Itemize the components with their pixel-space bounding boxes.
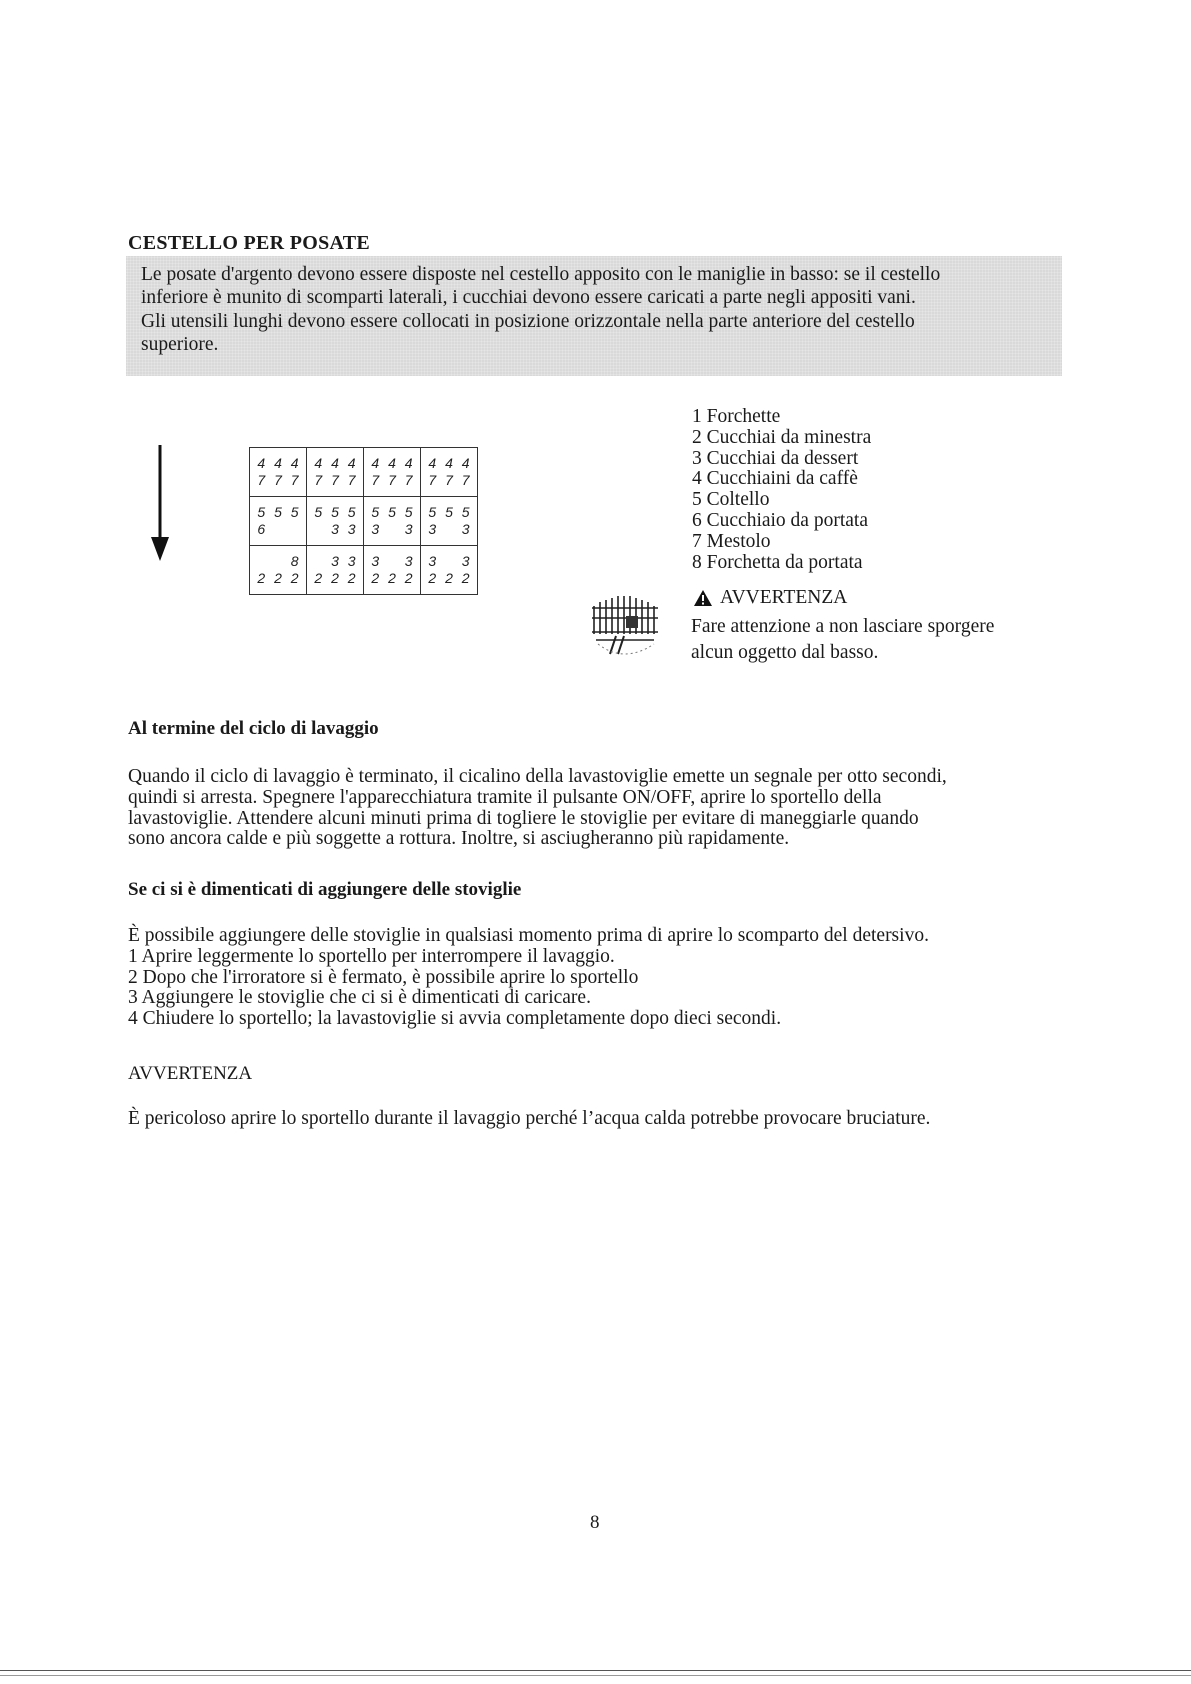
- cutlery-number: 7: [371, 472, 380, 488]
- cutlery-basket-grid: [249, 447, 478, 595]
- cutlery-number: 2: [274, 570, 282, 586]
- cutlery-number: 8: [290, 553, 299, 569]
- grid-row: [250, 448, 478, 497]
- cutlery-number: 2: [314, 570, 323, 586]
- grid-cell-top-row: [253, 455, 303, 472]
- intro-line: Gli utensili lunghi devono essere collocati in posizione orizzontale nella parte anteriore del cestello: [141, 310, 915, 332]
- grid-cell-bottom-row: [367, 570, 417, 587]
- cutlery-number: 4: [445, 455, 453, 471]
- grid-cell-bottom-row: [424, 472, 474, 489]
- intro-line: superiore.: [141, 333, 219, 355]
- paragraph-line: 2 Dopo che l'irroratore si è fermato, è possibile aprire lo sportello: [128, 966, 639, 988]
- cutlery-number: 4: [428, 455, 437, 471]
- grid-cell-top-row: [253, 553, 303, 570]
- cutlery-number: 5: [314, 504, 323, 520]
- cutlery-number: 7: [445, 472, 453, 488]
- grid-cell-top-row: [310, 553, 360, 570]
- cutlery-number: 4: [371, 455, 380, 471]
- cutlery-number: 5: [404, 504, 413, 520]
- legend-item: 5 Coltello: [692, 489, 770, 511]
- grid-cell: [364, 448, 421, 497]
- cutlery-number: 3: [404, 521, 413, 537]
- cutlery-number: [289, 521, 301, 538]
- paragraph-line: 3 Aggiungere le stoviglie che ci si è dimenticati di caricare.: [128, 987, 591, 1009]
- cutlery-number: [272, 553, 284, 570]
- cutlery-number: 4: [290, 455, 299, 471]
- cutlery-number: [312, 553, 324, 570]
- cutlery-number: 4: [404, 455, 413, 471]
- page-number: 8: [590, 1512, 600, 1533]
- cutlery-number: 5: [388, 504, 396, 520]
- cutlery-number: 3: [331, 521, 339, 537]
- cutlery-number: 3: [331, 553, 339, 569]
- grid-cell-top-row: [367, 504, 417, 521]
- warning-text: [691, 614, 994, 666]
- legend-item: 4 Cucchiaini da caffè: [692, 468, 858, 490]
- legend-item: 6 Cucchiaio da portata: [692, 509, 868, 531]
- cutlery-number: 4: [331, 455, 339, 471]
- cutlery-number: 7: [388, 472, 396, 488]
- cutlery-number: 7: [428, 472, 437, 488]
- grid-cell: [250, 497, 307, 546]
- cutlery-number: [386, 553, 398, 570]
- cutlery-number: 3: [428, 521, 437, 537]
- cutlery-number: 2: [290, 570, 299, 586]
- cutlery-number: 2: [428, 570, 437, 586]
- cutlery-number: 5: [331, 504, 339, 520]
- cutlery-number: 5: [461, 504, 470, 520]
- grid-cell-bottom-row: [424, 521, 474, 538]
- intro-line: Le posate d'argento devono essere disposte nel cestello apposito con le maniglie in basso: se il cestello: [141, 264, 941, 285]
- warning-line: alcun oggetto dal basso.: [691, 642, 879, 663]
- warning-title: AVVERTENZA: [720, 587, 848, 608]
- forgot-dishes-heading: Se ci si è dimenticati di aggiungere delle stoviglie: [128, 879, 522, 900]
- cutlery-number: 4: [274, 455, 282, 471]
- cutlery-number: 2: [347, 570, 356, 586]
- cutlery-number: 7: [274, 472, 282, 488]
- grid-cell-bottom-row: [253, 521, 303, 538]
- cutlery-number: [443, 521, 455, 538]
- grid-cell-bottom-row: [367, 472, 417, 489]
- cutlery-basket-icon: [588, 588, 663, 663]
- grid-cell-bottom-row: [253, 472, 303, 489]
- grid-cell-top-row: [367, 553, 417, 570]
- cutlery-number: 2: [331, 570, 339, 586]
- cutlery-number: 7: [461, 472, 470, 488]
- cutlery-number: 5: [371, 504, 380, 520]
- cutlery-number: 2: [257, 570, 266, 586]
- grid-cell: [250, 448, 307, 497]
- warning-header: [694, 587, 847, 609]
- cutlery-number: [443, 553, 455, 570]
- grid-cell-top-row: [367, 455, 417, 472]
- footer-rule: [0, 1675, 1191, 1676]
- legend-item: 7 Mestolo: [692, 530, 771, 552]
- cutlery-number: 3: [461, 521, 470, 537]
- footer-rule: [0, 1670, 1191, 1671]
- cutlery-number: 2: [404, 570, 413, 586]
- intro-text: [141, 263, 1059, 356]
- grid-cell: [250, 546, 307, 595]
- grid-cell-bottom-row: [367, 521, 417, 538]
- warning-line: Fare attenzione a non lasciare sporgere: [691, 616, 995, 637]
- grid-cell-top-row: [310, 455, 360, 472]
- final-warning-heading: AVVERTENZA: [128, 1063, 253, 1084]
- cutlery-number: 4: [314, 455, 323, 471]
- cutlery-number: 2: [461, 570, 470, 586]
- cutlery-number: [312, 521, 324, 538]
- section-title: CESTELLO PER POSATE: [128, 232, 371, 254]
- cutlery-number: 2: [445, 570, 453, 586]
- paragraph-line: 4 Chiudere lo sportello; la lavastoviglie si avvia completamente dopo dieci secondi.: [128, 1008, 782, 1030]
- cutlery-number: [255, 553, 267, 570]
- cutlery-number: 2: [371, 570, 380, 586]
- cutlery-number: 5: [290, 504, 299, 520]
- grid-cell: [307, 497, 364, 546]
- grid-cell-bottom-row: [310, 472, 360, 489]
- grid-row: [250, 497, 478, 546]
- grid-cell-top-row: [253, 504, 303, 521]
- grid-cell: [364, 546, 421, 595]
- intro-line: inferiore è munito di scomparti laterali, i cucchiai devono essere caricati a parte negli appositi vani.: [141, 287, 916, 309]
- end-cycle-paragraph: [128, 767, 1088, 850]
- cutlery-number: 6: [257, 521, 266, 537]
- cutlery-number: 3: [428, 553, 437, 569]
- grid-cell: [307, 546, 364, 595]
- cutlery-number: 5: [257, 504, 266, 520]
- cutlery-number: 7: [404, 472, 413, 488]
- arrow-down-icon: [150, 445, 170, 561]
- cutlery-number: 5: [347, 504, 356, 520]
- cutlery-number: 4: [461, 455, 470, 471]
- cutlery-number: 3: [404, 553, 413, 569]
- paragraph-line: Quando il ciclo di lavaggio è terminato, il cicalino della lavastoviglie emette un segnale per otto secondi,: [128, 766, 947, 787]
- cutlery-number: [386, 521, 398, 538]
- warning-triangle-icon: [694, 590, 712, 606]
- cutlery-number: 7: [290, 472, 299, 488]
- legend-item: 8 Forchetta da portata: [692, 551, 863, 573]
- grid-cell: [421, 497, 478, 546]
- legend-item: 1 Forchette: [692, 406, 781, 427]
- forgot-dishes-paragraph: [128, 926, 1088, 1030]
- grid-cell-top-row: [424, 455, 474, 472]
- paragraph-line: sono ancora calde e più soggette a rottura. Inoltre, si asciugheranno più rapidamente.: [128, 828, 790, 850]
- cutlery-number: 4: [388, 455, 396, 471]
- grid-cell-bottom-row: [310, 521, 360, 538]
- grid-row: [250, 546, 478, 595]
- cutlery-number: 2: [388, 570, 396, 586]
- grid-cell-top-row: [310, 504, 360, 521]
- grid-cell-top-row: [424, 553, 474, 570]
- paragraph-line: quindi si arresta. Spegnere l'apparecchiatura tramite il pulsante ON/OFF, aprire lo sportello della: [128, 786, 882, 808]
- grid-cell-top-row: [424, 504, 474, 521]
- end-cycle-heading: Al termine del ciclo di lavaggio: [128, 718, 379, 739]
- grid-cell: [421, 546, 478, 595]
- cutlery-legend: [692, 407, 871, 573]
- cutlery-number: 5: [428, 504, 437, 520]
- grid-cell: [364, 497, 421, 546]
- cutlery-number: 3: [347, 553, 356, 569]
- paragraph-line: lavastoviglie. Attendere alcuni minuti prima di togliere le stoviglie per evitare di maneggiarle quando: [128, 807, 919, 829]
- grid-cell-bottom-row: [253, 570, 303, 587]
- cutlery-number: 3: [461, 553, 470, 569]
- grid-cell: [421, 448, 478, 497]
- grid-cell-bottom-row: [310, 570, 360, 587]
- cutlery-number: 7: [331, 472, 339, 488]
- cutlery-number: 7: [257, 472, 266, 488]
- legend-item: 2 Cucchiai da minestra: [692, 426, 872, 448]
- cutlery-number: 3: [347, 521, 356, 537]
- cutlery-number: 3: [371, 553, 380, 569]
- paragraph-line: È possibile aggiungere delle stoviglie in qualsiasi momento prima di aprire lo scomparto del detersivo.: [128, 925, 929, 946]
- grid-cell-bottom-row: [424, 570, 474, 587]
- final-warning-text: È pericoloso aprire lo sportello durante il lavaggio perché l’acqua calda potrebbe provocare bruciature.: [128, 1108, 931, 1129]
- paragraph-line: 1 Aprire leggermente lo sportello per interrompere il lavaggio.: [128, 945, 615, 967]
- cutlery-number: 7: [347, 472, 356, 488]
- cutlery-number: 4: [257, 455, 266, 471]
- cutlery-number: 3: [371, 521, 380, 537]
- cutlery-number: 4: [347, 455, 356, 471]
- cutlery-number: 7: [314, 472, 323, 488]
- cutlery-number: 5: [445, 504, 453, 520]
- grid-cell: [307, 448, 364, 497]
- cutlery-number: [272, 521, 284, 538]
- legend-item: 3 Cucchiai da dessert: [692, 447, 859, 469]
- cutlery-number: 5: [274, 504, 282, 520]
